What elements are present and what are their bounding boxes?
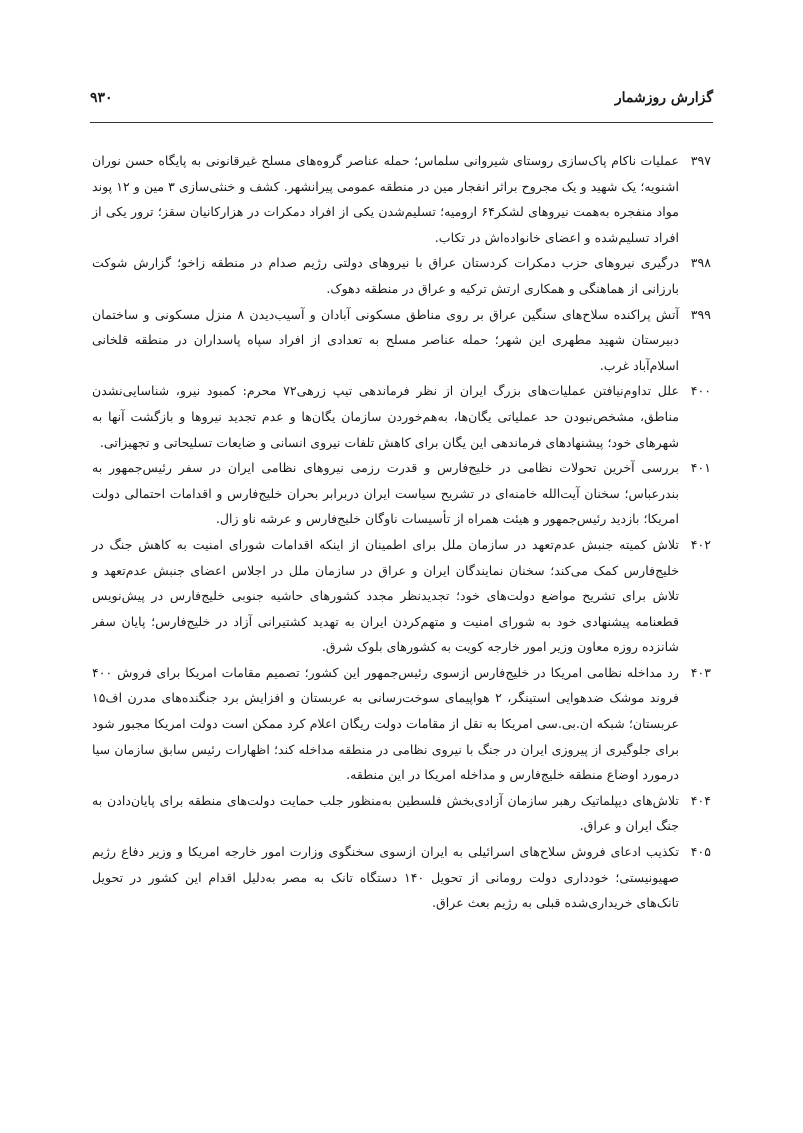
entry-number: ۳۹۷ xyxy=(690,153,711,168)
entry-number: ۳۹۹ xyxy=(690,306,711,322)
entry-text: تلاش کمیته جنبش عدم‌تعهد در سازمان ملل برای اطمینان از اینکه اقدامات شورای امنیت به کاهش جنگ در خلیج‌فارس کمک می‌کند؛ سخنان نمایندگان ایران و عراق در سازمان ملل در اجلاس اعضای جنبش عدم‌تعهد و تلاش برای تشریح مواضع دولت‌های خود؛ تجدیدنظر مجدد کشورهای حاشیه جنوبی خلیج‌فارس در پیش‌نویس قطعنامه پیشنهادی خود به شورای امنیت و متهم‌کردن ایران به تهدید کشتیرانی آزاد در خلیج‌فارس؛ پایان سفر شانزده روزه معاون وزیر امور خارجه کویت به کشورهای بلوک شرق. xyxy=(92,536,679,655)
entry-text: درگیری نیروهای حزب دمکرات کردستان عراق با نیروهای دولتی رژیم صدام در منطقه زاخو؛ گزارش شوکت بارزانی از هماهنگی و همکاری ارتش ترکیه و عراق در منطقه دهوک. xyxy=(92,255,679,296)
entry-text: رد مداخله نظامی امریکا در خلیج‌فارس ازسوی رئیس‌جمهور این کشور؛ تصمیم مقامات امریکا برای فروش ۴۰۰ فروند موشک ضدهوایی استینگر، ۲ هواپیمای سوخت‌رسانی به عربستان و افزایش برد جنگنده‌های مدرن اف۱۵ عربستان؛ شبکه ان.بی.سی امریکا به نقل از مقامات دولت ریگان اعلام کرد ممکن است دولت امریکا مجبور شود برای جلوگیری از پیروزی ایران در جنگ با نیروی نظامی در منطقه مداخله کند؛ اظهارات رئیس سابق سازمان سیا درمورد اوضاع منطقه خلیج‌فارس و مداخله امریکا در این منطقه. xyxy=(92,664,679,783)
page-number: ۹۳۰ xyxy=(90,90,113,106)
entry-405 xyxy=(92,839,711,916)
entry-text: تکذیب ادعای فروش سلاح‌های اسرائیلی به ایران ازسوی سخنگوی وزارت امور خارجه امریکا و وزیر دفاع رژیم صهیونیستی؛ خودداری دولت رومانی از تحویل ۱۴۰ دستگاه تانک به مصر به‌دلیل اقدام این کشور در تحویل تانک‌های خریداری‌شده قبلی به رژیم بعث عراق. xyxy=(92,844,680,911)
running-title: گزارش روزشمار xyxy=(614,90,713,106)
entry-text: آتش پراکنده سلاح‌های سنگین عراق بر روی مناطق مسکونی آبادان و آسیب‌دیدن ۸ منزل مسکونی و ساختمان دبیرستان شهید مطهری این شهر؛ حمله عناصر مسلح به تعدادی از افراد سپاه پاسداران در منطقه قلخانی اسلام‌آباد غرب. xyxy=(92,306,679,373)
header-divider xyxy=(90,122,713,123)
entry-number: ۳۹۸ xyxy=(690,255,711,271)
entry-400 xyxy=(92,378,711,455)
page-header xyxy=(90,90,713,120)
entry-403 xyxy=(92,660,711,788)
entry-text: بررسی آخرین تحولات نظامی در خلیج‌فارس و قدرت رزمی نیروهای نظامی ایران در سفر رئیس‌جمهور به بندرعباس؛ سخنان آیت‌الله خامنه‌ای در تشریح سیاست ایران دربرابر بحران خلیج‌فارس و اقدامات احتمالی دولت امریکا؛ بازدید رئیس‌جمهور و هیئت همراه از تأسیسات ناوگان خلیج‌فارس و عرشه ناو زال. xyxy=(92,460,679,527)
entry-text: تلاش‌های دیپلماتیک رهبر سازمان آزادی‌بخش فلسطین به‌منظور جلب حمایت دولت‌های منطقه برای پایان‌دادن به جنگ ایران و عراق. xyxy=(92,792,679,834)
entry-number: ۴۰۴ xyxy=(690,792,711,808)
entry-text: علل تداوم‌نیافتن عملیات‌های بزرگ ایران از نظر فرماندهی تیپ زرهی۷۲ محرم: کمبود نیرو، شناسایی‌نشدن مناطق، مشخص‌نبودن حد عملیاتی یگان‌ها، به‌هم‌خوردن سازمان یگان‌ها و عدم تجدید نیروها و بازگشت آنها به شهرهای خود؛ پیشنهادهای فرماندهی این یگان برای کاهش تلفات نیروی انسانی و ضایعات تسلیحاتی و تجهیزاتی. xyxy=(92,383,679,450)
entry-399 xyxy=(92,302,711,379)
entry-402 xyxy=(92,532,711,660)
entry-401 xyxy=(92,455,711,532)
entry-number: ۴۰۵ xyxy=(690,844,711,860)
entry-number: ۴۰۳ xyxy=(690,664,711,680)
entry-397 xyxy=(92,148,711,250)
entry-number: ۴۰۱ xyxy=(690,460,711,476)
entry-text: عملیات ناکام پاک‌سازی روستای شیروانی سلماس؛ حمله عناصر گروه‌های مسلح غیرقانونی به پایگاه حسن نوران اشنویه؛ یک شهید و یک مجروح براثر انفجار مین در منطقه عمومی پیرانشهر. کشف و خنثی‌سازی ۳ مین و ۱۲ پوند مواد منفجره به‌همت نیروهای لشکر۶۴ ارومیه؛ تسلیم‌شدن یکی از افراد دمکرات در هزارکانیان سقز؛ ترور یکی از افراد تسلیم‌شده و اعضای خانواده‌اش در تکاب. xyxy=(92,153,679,245)
entry-number: ۴۰۰ xyxy=(690,383,711,399)
entry-398 xyxy=(92,250,711,301)
entry-404 xyxy=(92,788,711,839)
entries-list xyxy=(92,148,711,916)
entry-number: ۴۰۲ xyxy=(690,536,711,552)
